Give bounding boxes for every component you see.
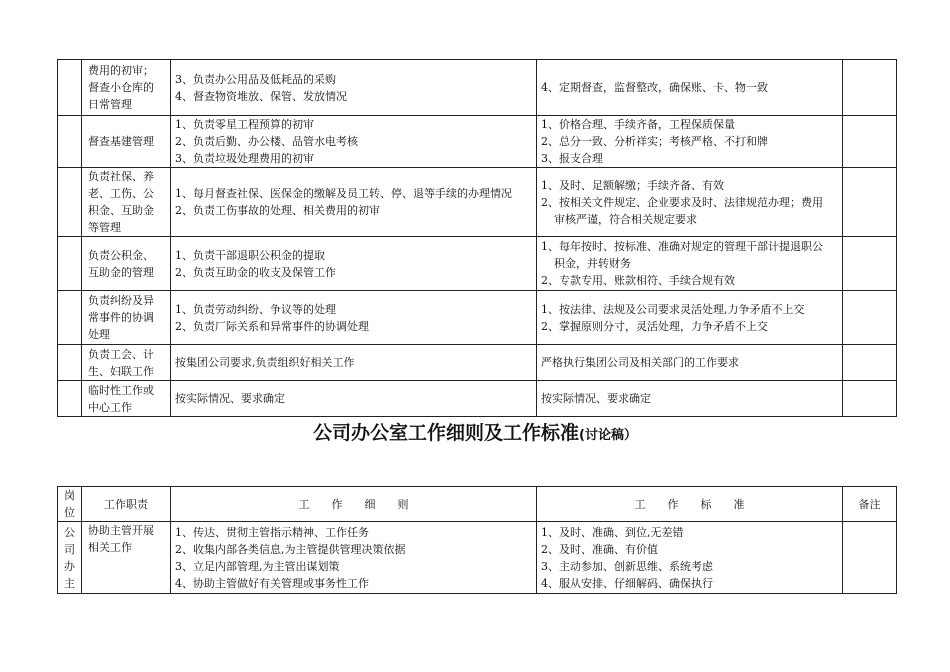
header-remark: 备注 [843, 487, 897, 522]
duty-cell [82, 60, 171, 116]
standards-cell [537, 60, 843, 116]
duty-line: 互助金的管理 [88, 265, 154, 279]
standards-line: 2、总分一致、分析祥实；考核严格、不打和牌 [541, 135, 768, 148]
standards-line: 审核严谨，符合相关规定要求 [554, 212, 697, 226]
table-row [58, 522, 897, 594]
position-cell [58, 168, 82, 237]
header-details: 工 作 细 则 [171, 487, 537, 522]
header-standards: 工 作 标 准 [537, 487, 843, 522]
duty-line: 积金、互助金 [88, 204, 154, 217]
position-char: 公 [64, 525, 75, 539]
position-cell [58, 291, 82, 345]
remark-cell [843, 381, 897, 417]
standards-line: 3、报支合理 [541, 152, 603, 165]
details-line: 1、每月督查社保、医保金的缴解及员工转、停、退等手续的办理情况 [175, 187, 512, 200]
duty-cell [82, 168, 171, 237]
duty-cell [82, 237, 171, 291]
standards-line: 2、及时、准确、有价值 [541, 542, 658, 556]
position-cell [58, 237, 82, 291]
details-cell [171, 291, 537, 345]
details-line: 3、负责垃圾处理费用的初审 [175, 152, 314, 165]
standards-line: 1、按法律、法规及公司要求灵活处理,力争矛盾不上交 [541, 302, 805, 316]
duty-cell [82, 116, 171, 168]
standards-line: 4、服从安排、仔细解码、确保执行 [541, 576, 713, 590]
standards-cell [537, 237, 843, 291]
standards-line: 1、及时、足额解缴；手续齐备、有效 [541, 178, 724, 192]
standards-line: 积金，并转财务 [554, 257, 631, 270]
standards-line: 3、主动参加、创新思维、系统考虑 [541, 559, 713, 573]
remark-cell [843, 237, 897, 291]
duty-line: 费用的初审； [88, 64, 154, 77]
standards-cell [537, 381, 843, 417]
table-header-row [58, 487, 897, 522]
details-line: 4、协助主管做好有关管理或事务性工作 [175, 576, 369, 590]
details-line: 2、负责后勤、办公楼、品管水电考核 [175, 135, 358, 148]
duty-line: 负责纠纷及异 [88, 294, 154, 307]
title-main: 公司办公室工作细则及工作标准 [313, 422, 580, 444]
duty-line: 常事件的协调 [88, 311, 154, 324]
position-cell [58, 522, 82, 594]
standards-cell [537, 345, 843, 381]
table-row [58, 168, 897, 237]
position-cell [58, 345, 82, 381]
page-title [0, 418, 950, 445]
duty-line: 负责工会、计 [88, 347, 154, 361]
duty-line: 相关工作 [88, 541, 132, 554]
standards-line: 严格执行集团公司及相关部门的工作要求 [541, 356, 739, 369]
table-row [58, 60, 897, 116]
details-line: 1、负责零星工程预算的初审 [175, 118, 314, 131]
duty-line: 处理 [88, 328, 110, 341]
details-line: 3、立足内部管理,为主管出谋划策 [175, 559, 340, 573]
table-row [58, 345, 897, 381]
details-line: 1、传达、贯彻主管指示精神、工作任务 [175, 525, 369, 539]
standards-cell [537, 522, 843, 594]
position-cell [58, 60, 82, 116]
duty-cell [82, 381, 171, 417]
duty-line: 日常管理 [88, 98, 132, 111]
office-duty-table [57, 486, 897, 594]
position-cell [58, 116, 82, 168]
standards-cell [537, 291, 843, 345]
standards-line: 1、价格合理、手续齐备，工程保质保量 [541, 118, 735, 131]
details-line: 2、负责互助金的收支及保管工作 [175, 265, 336, 279]
standards-line: 2、专款专用、账款相符、手续合规有效 [541, 274, 735, 287]
details-line: 1、负责劳动纠纷、争议等的处理 [175, 302, 336, 316]
remark-cell [843, 345, 897, 381]
remark-cell [843, 116, 897, 168]
standards-line: 2、按相关文件规定、企业要求及时、法律规范办理；费用 [541, 195, 823, 209]
standards-line: 1、及时、准确、到位,无差错 [541, 525, 684, 539]
details-line: 按实际情况、要求确定 [175, 392, 285, 405]
duty-cell [82, 291, 171, 345]
duty-line: 协助主管开展 [88, 524, 154, 537]
position-char: 司 [64, 542, 75, 556]
position-char: 主 [64, 576, 75, 590]
details-line: 2、负责工伤事故的处理、相关费用的初审 [175, 204, 380, 217]
details-line: 按集团公司要求,负责组织好相关工作 [175, 356, 355, 369]
details-cell [171, 237, 537, 291]
position-char: 办 [64, 559, 75, 573]
standards-line: 1、每年按时、按标准、准确对规定的管理干部计提退职公 [541, 240, 823, 253]
duty-line: 负责公积金、 [88, 248, 154, 262]
position-cell [58, 381, 82, 417]
standards-cell [537, 116, 843, 168]
standards-cell [537, 168, 843, 237]
duty-line: 老、工伤、公 [88, 187, 154, 200]
details-line: 3、负责办公用品及低耗品的采购 [175, 72, 336, 86]
header-position [58, 487, 82, 522]
details-cell [171, 381, 537, 417]
duty-cell [82, 345, 171, 381]
header-position-line: 位 [64, 506, 75, 519]
remark-cell [843, 168, 897, 237]
table-row [58, 381, 897, 417]
title-suffix: (讨论稿） [579, 428, 637, 443]
duty-line: 临时性工作或 [88, 383, 154, 397]
table-row [58, 116, 897, 168]
details-cell [171, 345, 537, 381]
duty-line: 督查小仓库的 [88, 81, 154, 94]
remark-cell [843, 291, 897, 345]
details-line: 2、收集内部各类信息,为主管提供管理决策依据 [175, 542, 406, 556]
details-line: 2、负责厂际关系和异常事件的协调处理 [175, 319, 369, 333]
standards-line: 4、定期督查，监督整改，确保账、卡、物一致 [541, 81, 768, 94]
details-cell [171, 116, 537, 168]
duty-line: 中心工作 [88, 400, 132, 414]
details-cell [171, 522, 537, 594]
table-row [58, 291, 897, 345]
duty-line: 等管理 [88, 221, 121, 234]
remark-cell [843, 522, 897, 594]
duty-line: 生、妇联工作 [88, 364, 154, 378]
duty-cell [82, 522, 171, 594]
header-position-line: 岗 [64, 489, 75, 502]
details-cell [171, 168, 537, 237]
details-line: 1、负责干部退职公积金的提取 [175, 248, 325, 262]
details-line: 4、督查物资堆放、保管、发放情况 [175, 89, 347, 103]
duty-line: 督查基建管理 [88, 135, 154, 148]
duty-line: 负责社保、养 [88, 170, 154, 183]
standards-line: 2、掌握原则分寸，灵活处理，力争矛盾不上交 [541, 319, 768, 333]
standards-line: 按实际情况、要求确定 [541, 392, 651, 405]
header-duty: 工作职责 [82, 487, 171, 522]
table-row [58, 237, 897, 291]
remark-cell [843, 60, 897, 116]
details-cell [171, 60, 537, 116]
duty-table-continued [57, 59, 897, 417]
